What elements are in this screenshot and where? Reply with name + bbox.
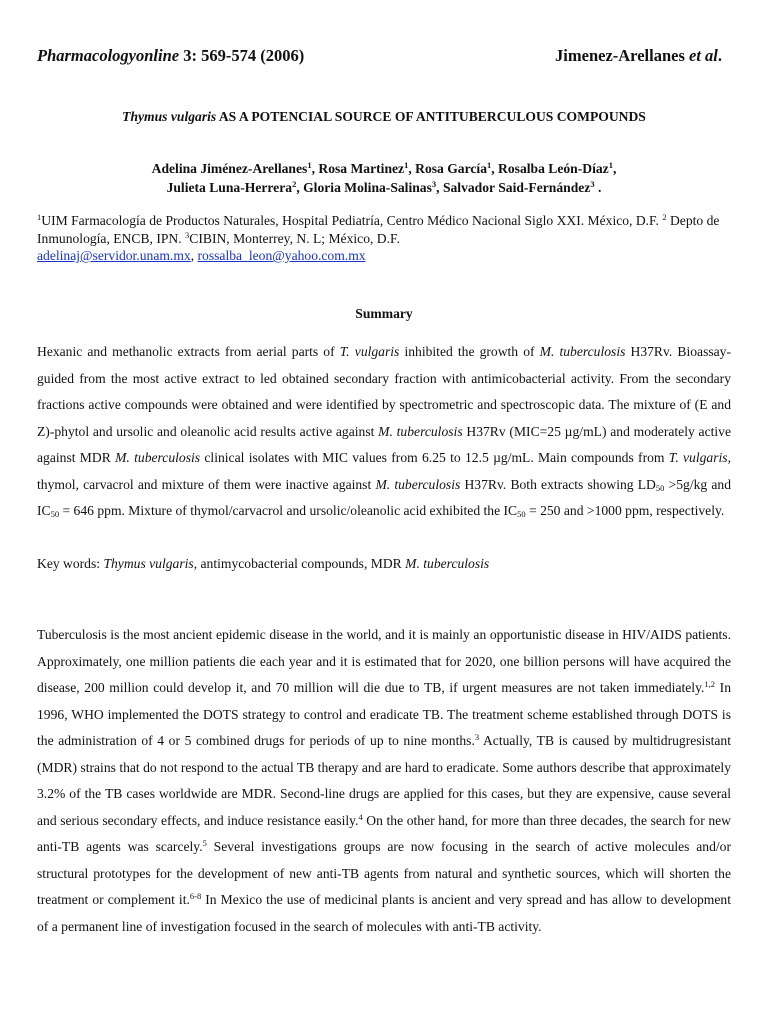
text-run: Several investigations groups are now focusing in the search of active molecules and/or structural prototypes for the development of new anti-TB agents from natural and synthetic sources, which will shorten the treatment or complement it. [37, 839, 731, 907]
author-affil-sup: 3 [590, 179, 595, 189]
subscript: 50 [655, 482, 665, 493]
email-link[interactable]: rossalba_leon@yahoo.com.mx [197, 248, 366, 263]
running-header [37, 46, 722, 70]
keywords [37, 551, 731, 578]
text-run: Hexanic and methanolic extracts from aerial parts of [37, 344, 340, 359]
text-run: In 1996, WHO implemented the DOTS strategy to control and eradicate TB. The treatment scheme established through DOTS is the administration of 4 or 5 combined drugs for periods of up to nine months. [37, 680, 731, 748]
affil-text: Depto de Inmunología, ENCB, IPN. [37, 213, 720, 246]
author-list [37, 159, 731, 197]
text-run: clinical isolates with MIC values from 6.25 to 12.5 µg/mL. Main compounds from [200, 450, 669, 465]
citation-ref: 6-8 [189, 891, 202, 901]
author-affil-sup: 1 [307, 160, 312, 170]
text-run: Actually, TB is caused by multidrugresistant (MDR) strains that do not respond to the actual TB therapy and are hard to eradicate. Some authors describe that approximately 3.2% of the TB cases worldwide are MDR. Second-line drugs are applied for this cases, but they are expensive, cause several and serious secondary effects, and induce resistance easily. [37, 733, 732, 828]
author-sep: , [612, 161, 617, 176]
summary-paragraph [37, 339, 731, 525]
author-line-2 [37, 178, 731, 197]
citation-ref: 1,2 [704, 679, 716, 689]
author [498, 161, 616, 176]
paper-title [37, 109, 731, 125]
author-name: Rosa García [415, 161, 487, 176]
text-run: In Mexico the use of medicinal plants is ancient and very spread and has allow to development of a permanent line of investigation focused in the search of molecules with anti-TB activity. [37, 892, 731, 934]
author-name: Rosalba León-Díaz [498, 161, 609, 176]
affil-sup: 1 [37, 212, 42, 222]
species-name: T. vulgaris, [668, 450, 731, 465]
affiliations [37, 212, 731, 265]
author-name: Julieta Luna-Herrera [166, 180, 293, 195]
text-run: Tuberculosis is the most ancient epidemic disease in the world, and it is mainly an opportunistic disease in HIV/AIDS patients. Approximately, one million patients die each year and it is estimated that for 2020, one billion persons will have acquired the disease, 200 million could develop it, and 70 million will die due to TB, if urgent measures are not taken immediately. [37, 627, 731, 695]
intro-paragraph [37, 622, 731, 940]
journal-citation [37, 46, 304, 66]
text-run: H37Rv (MIC=25 µg/mL) and moderately active against MDR [37, 423, 732, 465]
affil-text: UIM Farmacología de Productos Naturales, Hospital Pediatría, Centro Médico Nacional Siglo XXI. México, D.F. [41, 213, 663, 228]
author-affil-sup: 1 [608, 160, 613, 170]
author-short: Jimenez-Arellanes [555, 46, 685, 65]
species-name: T. vulgaris [339, 344, 400, 359]
text-run: inhibited the growth of [399, 344, 540, 359]
affil-sup: 3 [185, 229, 190, 240]
affil-text: CIBIN, Monterrey, N. L; México, D.F. [189, 230, 400, 246]
keyword: M. tuberculosis [405, 556, 490, 571]
subscript: 50 [50, 509, 60, 519]
author-sep: , [296, 180, 304, 195]
author [303, 180, 443, 195]
author-affil-sup: 1 [487, 160, 492, 170]
affil-sup: 2 [662, 212, 667, 222]
text-run: thymol, carvacrol and mixture of them were inactive against [37, 476, 376, 492]
subscript: 50 [517, 509, 526, 519]
keywords-label: Key words: [37, 556, 104, 571]
author-sep: , [491, 161, 499, 176]
title-rest: AS A POTENCIAL SOURCE OF ANTITUBERCULOUS COMPOUNDS [216, 109, 646, 124]
author [443, 180, 601, 195]
text-run: = 250 and >1000 ppm, respectively. [525, 503, 725, 518]
author [318, 161, 415, 176]
text-run: H37Rv. Bioassay-guided from the most active extract to led obtained secondary fraction with antimicobacterial activity. From the secondary fractions active compounds were obtained and were identified by spectrometric and spectroscopic data. The mixture of (E and Z)-phytol and ursolic and oleanolic acid results active against [37, 344, 732, 439]
citation-ref: 4 [358, 811, 363, 822]
text-run: On the other hand, for more than three decades, the search for new anti-TB agents was scarcely. [37, 812, 731, 854]
author [415, 161, 498, 176]
author [152, 161, 319, 176]
journal-name: Pharmacologyonline [37, 46, 180, 65]
author-sep: , [436, 180, 443, 195]
author-line-1 [37, 159, 731, 178]
author-affil-sup: 1 [404, 160, 409, 170]
author-name: Gloria Molina-Salinas [303, 180, 432, 195]
text-run: >5g/kg and IC [37, 476, 731, 518]
species-name: M. tuberculosis [375, 476, 461, 492]
email-link[interactable]: adelinaj@servidor.unam.mx [37, 248, 191, 263]
species-name: M. tuberculosis [539, 344, 626, 359]
author-affil-sup: 3 [431, 179, 437, 189]
header-period: . [717, 46, 722, 65]
et-al: et al [684, 46, 718, 65]
keyword: , antimycobacterial compounds, MDR [193, 556, 406, 571]
volume-pages: 3: 569-574 (2006) [179, 46, 305, 65]
species-name: M. tuberculosis [115, 450, 201, 465]
keyword: Thymus vulgaris [103, 556, 194, 571]
author-sep: , [311, 161, 319, 176]
text-run: = 646 ppm. Mixture of thymol/carvacrol and ursolic/oleanolic acid exhibited the IC [59, 503, 518, 518]
author-name: Salvador Said-Fernández [442, 180, 591, 195]
author-sep: . [594, 180, 602, 195]
author-sep: , [408, 161, 416, 176]
author-name: Adelina Jiménez-Arellanes [151, 161, 308, 176]
species-name: M. tuberculosis [378, 423, 463, 439]
title-species: Thymus vulgaris [122, 109, 217, 124]
summary-heading: Summary [355, 306, 413, 321]
running-author [555, 46, 722, 66]
citation-ref: 5 [202, 838, 207, 848]
text-run: H37Rv. Both extracts showing LD [460, 476, 656, 492]
author-name: Rosa Martinez [318, 161, 405, 176]
author-affil-sup: 2 [292, 179, 297, 189]
email-sep: , [190, 248, 198, 263]
author [167, 180, 304, 195]
citation-ref: 3 [474, 732, 480, 742]
